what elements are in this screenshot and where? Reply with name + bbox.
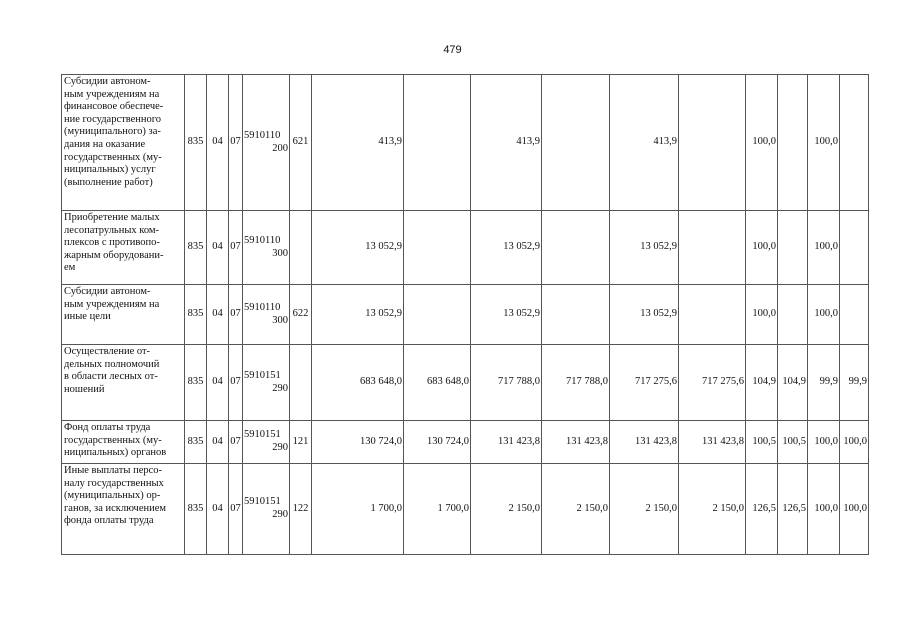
row-name-line: (муниципальных) ор- (64, 490, 161, 502)
row-name-line: финансовое обеспече- (64, 101, 164, 113)
row-name-cell (62, 75, 185, 211)
value-cell (778, 211, 808, 285)
row-name-cell (62, 211, 185, 285)
value-cell: 717 275,6 (679, 345, 746, 421)
value-cell: 13 052,9 (312, 211, 404, 285)
admin-code-cell: 835 (185, 285, 207, 345)
target-article-line2: 290 (272, 382, 288, 394)
row-name-line: дельных полномочий (64, 358, 160, 370)
value-cell (840, 285, 869, 345)
value-cell: 413,9 (471, 75, 542, 211)
value-cell: 13 052,9 (610, 211, 679, 285)
admin-code-cell: 835 (185, 421, 207, 464)
expense-type-cell: 621 (290, 75, 312, 211)
value-cell: 100,0 (840, 464, 869, 555)
value-cell: 2 150,0 (610, 464, 679, 555)
admin-code-cell: 835 (185, 75, 207, 211)
section-code-cell: 04 (207, 464, 229, 555)
row-name-line: ниципальных) органов (64, 447, 167, 459)
value-cell: 413,9 (610, 75, 679, 211)
target-article-line2: 290 (272, 442, 288, 453)
value-cell: 1 700,0 (404, 464, 471, 555)
value-cell: 131 423,8 (610, 421, 679, 464)
value-cell: 683 648,0 (404, 345, 471, 421)
value-cell: 100,0 (808, 285, 840, 345)
value-cell (679, 211, 746, 285)
value-cell (778, 285, 808, 345)
expense-type-cell: 622 (290, 285, 312, 345)
target-article-line1: 5910110 (244, 301, 281, 313)
target-article-line1: 5910110 (244, 234, 281, 246)
page-number: 479 (443, 44, 462, 56)
subsection-code-cell: 07 (229, 345, 243, 421)
value-cell: 100,0 (808, 464, 840, 555)
value-cell: 13 052,9 (312, 285, 404, 345)
value-cell: 13 052,9 (471, 211, 542, 285)
admin-code-cell: 835 (185, 345, 207, 421)
expense-type-cell (290, 345, 312, 421)
value-cell (542, 75, 610, 211)
row-name-line: Фонд оплаты труда (64, 422, 151, 433)
row-name-cell (62, 421, 185, 464)
value-cell: 100,0 (808, 211, 840, 285)
value-cell: 2 150,0 (679, 464, 746, 555)
section-code-cell: 04 (207, 421, 229, 464)
value-cell: 2 150,0 (471, 464, 542, 555)
value-cell: 104,9 (778, 345, 808, 421)
value-cell (679, 285, 746, 345)
value-cell: 104,9 (746, 345, 778, 421)
budget-table (61, 74, 869, 555)
row-name-line: государственных (му- (64, 151, 162, 163)
row-name-line: ниципальных) услуг (64, 164, 156, 176)
value-cell (542, 285, 610, 345)
row-name-line: Субсидии автоном- (64, 76, 151, 87)
value-cell (404, 285, 471, 345)
row-name-line: ным учреждениям на (64, 88, 160, 100)
row-name-line: Субсидии автоном- (64, 286, 151, 297)
section-code-cell: 04 (207, 285, 229, 345)
subsection-code-cell: 07 (229, 464, 243, 555)
value-cell: 2 150,0 (542, 464, 610, 555)
table-row (62, 211, 869, 285)
value-cell: 683 648,0 (312, 345, 404, 421)
expense-type-cell: 122 (290, 464, 312, 555)
value-cell: 100,0 (746, 285, 778, 345)
row-name-cell (62, 464, 185, 555)
target-article-cell (243, 421, 290, 464)
row-name-line: ние государственного (64, 113, 162, 125)
row-name-line: ношений (64, 383, 105, 395)
target-article-line1: 5910110 (244, 129, 281, 141)
value-cell: 99,9 (808, 345, 840, 421)
value-cell: 717 788,0 (471, 345, 542, 421)
row-name-line: плексов с противопо- (64, 237, 160, 249)
row-name-line: ным учреждениям на (64, 298, 160, 310)
admin-code-cell: 835 (185, 211, 207, 285)
section-code-cell: 04 (207, 345, 229, 421)
row-name-line: (выполнение работ) (64, 176, 153, 188)
subsection-code-cell: 07 (229, 75, 243, 211)
row-name-line: лесопатрульных ком- (64, 224, 160, 236)
table-row (62, 421, 869, 464)
value-cell: 126,5 (746, 464, 778, 555)
target-article-line2: 290 (272, 509, 288, 520)
value-cell: 100,5 (746, 421, 778, 464)
admin-code-cell: 835 (185, 464, 207, 555)
row-name-line: ганов, за исключением (64, 502, 167, 514)
row-name-line: жарным оборудовани- (64, 249, 164, 261)
row-name-line: Приобретение малых (64, 212, 160, 223)
value-cell: 99,9 (840, 345, 869, 421)
value-cell: 130 724,0 (312, 421, 404, 464)
target-article-cell (243, 285, 290, 345)
value-cell: 413,9 (312, 75, 404, 211)
subsection-code-cell: 07 (229, 421, 243, 464)
table-body (62, 75, 869, 555)
section-code-cell: 04 (207, 211, 229, 285)
row-name-line: ем (64, 262, 76, 274)
value-cell (679, 75, 746, 211)
subsection-code-cell: 07 (229, 211, 243, 285)
value-cell: 131 423,8 (542, 421, 610, 464)
value-cell: 13 052,9 (610, 285, 679, 345)
value-cell: 100,0 (840, 421, 869, 464)
value-cell: 13 052,9 (471, 285, 542, 345)
value-cell (840, 75, 869, 211)
row-name-line: (муниципального) за- (64, 126, 161, 138)
row-name-line: налу государственных (64, 477, 164, 489)
value-cell: 131 423,8 (471, 421, 542, 464)
row-name-line: дания на оказание (64, 138, 146, 150)
value-cell: 100,0 (746, 211, 778, 285)
target-article-cell (243, 345, 290, 421)
value-cell: 130 724,0 (404, 421, 471, 464)
value-cell: 100,0 (808, 421, 840, 464)
target-article-line2: 200 (272, 142, 288, 154)
target-article-line1: 5910151 (244, 429, 281, 441)
value-cell: 100,5 (778, 421, 808, 464)
target-article-cell (243, 75, 290, 211)
value-cell: 717 788,0 (542, 345, 610, 421)
subsection-code-cell: 07 (229, 285, 243, 345)
table-row (62, 75, 869, 211)
row-name-line: фонда оплаты труда (64, 515, 154, 527)
value-cell: 131 423,8 (679, 421, 746, 464)
row-name-cell (62, 285, 185, 345)
table-row (62, 285, 869, 345)
target-article-cell (243, 464, 290, 555)
value-cell (404, 75, 471, 211)
value-cell: 100,0 (808, 75, 840, 211)
value-cell (840, 211, 869, 285)
row-name-line: государственных (му- (64, 434, 162, 446)
target-article-line2: 300 (272, 247, 288, 259)
row-name-line: Осуществление от- (64, 346, 151, 357)
value-cell (404, 211, 471, 285)
target-article-line2: 300 (272, 314, 288, 326)
value-cell: 717 275,6 (610, 345, 679, 421)
row-name-cell (62, 345, 185, 421)
target-article-line1: 5910151 (244, 369, 281, 381)
value-cell: 126,5 (778, 464, 808, 555)
table-row (62, 345, 869, 421)
table-row (62, 464, 869, 555)
target-article-line1: 5910151 (244, 496, 281, 508)
value-cell: 1 700,0 (312, 464, 404, 555)
row-name-line: в области лесных от- (64, 371, 158, 383)
expense-type-cell: 121 (290, 421, 312, 464)
expense-type-cell (290, 211, 312, 285)
value-cell: 100,0 (746, 75, 778, 211)
section-code-cell: 04 (207, 75, 229, 211)
value-cell (778, 75, 808, 211)
value-cell (542, 211, 610, 285)
row-name-line: иные цели (64, 311, 111, 323)
target-article-cell (243, 211, 290, 285)
row-name-line: Иные выплаты персо- (64, 465, 163, 476)
